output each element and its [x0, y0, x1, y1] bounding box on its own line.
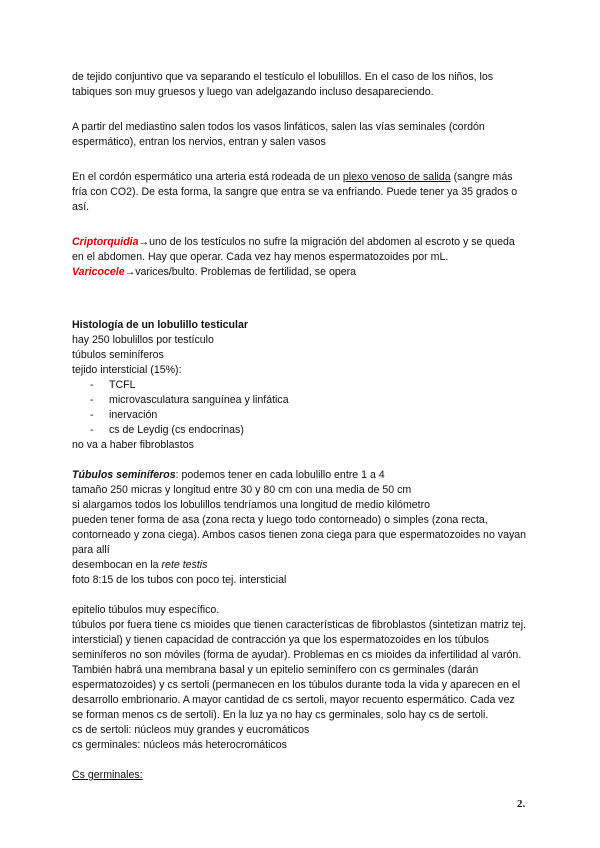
- varicocele-paragraph: [72, 265, 528, 280]
- tubulos-line: tamaño 250 micras y longitud entre 30 y 80 cm con una media de 50 cm: [72, 484, 412, 496]
- list-item: - cs de Leydig (cs endocrinas): [72, 423, 528, 438]
- varicocele-text: →varices/bulto. Problemas de fertilidad, se opera: [124, 266, 357, 278]
- histology-line: túbulos seminíferos: [72, 349, 164, 361]
- rete-testis-term: rete testis: [161, 559, 208, 571]
- criptorquidia-term: Criptorquidia: [72, 236, 139, 248]
- plexo-venoso-term: plexo venoso de salida: [342, 171, 451, 183]
- tubulos-intro: [72, 468, 528, 483]
- tubulos-line: [72, 558, 528, 573]
- tubulos-line: si alargamos todos los lobulillos tendríamos una longitud de medio kilómetro: [72, 499, 431, 511]
- paragraph-mediastino: A partir del mediastino salen todos los vasos linfáticos, salen las vías seminales (cordón espermático), entran los nervios, entran y salen vasos: [72, 121, 485, 148]
- tubulos-line: foto 8:15 de los tubos con poco tej. intersticial: [72, 574, 287, 586]
- list-item: - TCFL: [72, 378, 528, 393]
- section-heading-cs-germinales: Cs germinales:: [72, 769, 143, 781]
- epitelio-paragraph: túbulos por fuera tiene cs mioides que tienen características de fibroblastos (sintetizan matriz tej. intersticial) y tienen capacidad de contracción ya que los espermatozoides en los túbulos seminíferos no son móviles (forma de ayudar). Problemas en cs mioides da infertilidad al varón. También habrá una membrana basal y un epitelio seminífero con cs germinales (darán espermatozoides) y cs sertoli (permanecen en los túbulos durante toda la vida y aparecen en el desarrollo embrionario. A mayor cantidad de cs sertoli, mayor recuento espermático. Cada vez se forman menos cs de sertoli). En la luz ya no hay cs germinales, solo hay cs de sertoli.: [72, 619, 526, 721]
- paragraph-cordon: [72, 170, 528, 215]
- list-item: - microvasculatura sanguínea y linfática: [72, 393, 528, 408]
- histology-line: tejido intersticial (15%):: [72, 364, 182, 376]
- criptorquidia-text: →uno de los testículos no sufre la migración del abdomen al escroto y se queda en el abdomen. Hay que operar. Cada vez hay menos espermatozoides por mL.: [72, 236, 515, 263]
- varicocele-term: Varicocele: [72, 266, 125, 278]
- text: En el cordón espermático una arteria está rodeada de un: [72, 171, 343, 183]
- text: : podemos tener en cada lobulillo entre 1 a 4: [175, 469, 385, 481]
- page-number: 2.: [517, 798, 526, 810]
- criptorquidia-paragraph: [72, 235, 528, 265]
- histology-heading: Histología de un lobulillo testicular: [72, 319, 248, 331]
- text: (sangre más fría con CO2). De esta forma, la sangre que entra se va enfriando. Puede tener ya 35 grados o así.: [72, 171, 518, 213]
- document-page: [72, 70, 528, 783]
- tubulos-line: pueden tener forma de asa (zona recta y luego todo contorneado) o simples (zona recta, contorneado y zona ciega). Ambos casos tienen zona ciega para que espermatozoides no vayan para allí: [72, 514, 527, 556]
- epitelio-line: cs de sertoli: núcleos muy grandes y eucromáticos: [72, 724, 310, 736]
- epitelio-line: epitelio túbulos muy específico.: [72, 604, 220, 616]
- list-item: - inervación: [72, 408, 528, 423]
- histology-line: hay 250 lobulillos por testículo: [72, 334, 214, 346]
- epitelio-line: cs germinales: núcleos más heterocromáticos: [72, 739, 287, 751]
- paragraph-tabiques: de tejido conjuntivo que va separando el testículo el lobulillos. En el caso de los niños, los tabiques son muy gruesos y luego van adelgazando incluso desapareciendo.: [72, 71, 494, 98]
- intersticial-list: [72, 378, 528, 438]
- tubulos-term: Túbulos seminíferos: [72, 469, 176, 481]
- text: desembocan en la: [72, 559, 162, 571]
- histology-line: no va a haber fibroblastos: [72, 439, 194, 451]
